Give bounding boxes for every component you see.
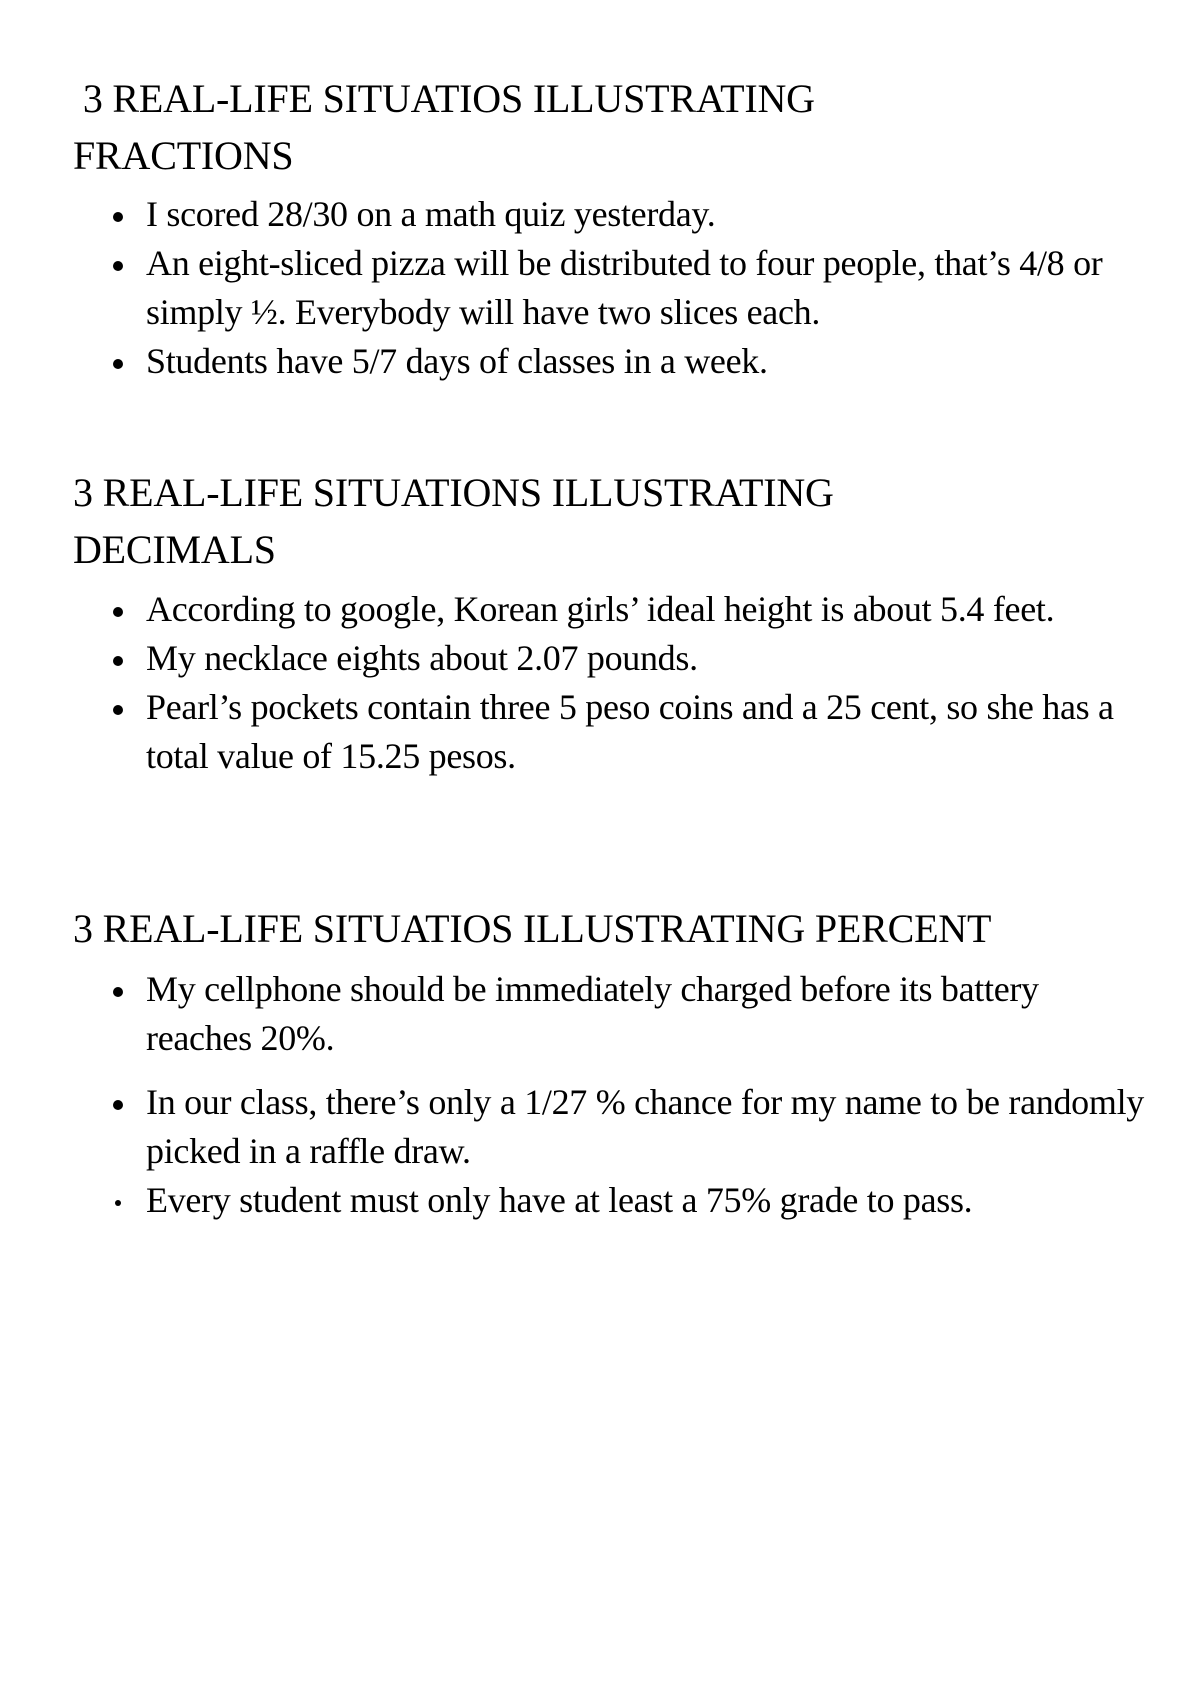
fractions-section xyxy=(73,70,1153,386)
bullet-icon xyxy=(113,987,123,997)
list-item-text: An eight-sliced pizza will be distributed to four people, that’s 4/8 or simply ½. Everybody will have two slices each. xyxy=(146,243,1103,332)
percent-list xyxy=(73,965,1153,1225)
decimals-list xyxy=(73,585,1153,781)
list-item-text: My necklace eights about 2.07 pounds. xyxy=(146,638,698,678)
list-item xyxy=(73,239,1153,337)
list-item-text: Every student must only have at least a 75% grade to pass. xyxy=(146,1180,973,1220)
bullet-icon xyxy=(113,607,123,617)
list-item-text: My cellphone should be immediately charged before its battery reaches 20%. xyxy=(146,969,1039,1058)
list-item xyxy=(73,683,1153,781)
list-item xyxy=(73,585,1153,634)
list-item xyxy=(73,965,1153,1063)
bullet-icon xyxy=(113,212,123,222)
bullet-icon xyxy=(113,1100,123,1110)
fractions-list xyxy=(73,190,1153,386)
list-item xyxy=(73,1176,1153,1225)
percent-heading: 3 REAL-LIFE SITUATIOS ILLUSTRATING PERCENT xyxy=(73,906,992,951)
percent-section xyxy=(73,900,1153,1225)
decimals-section xyxy=(73,464,1153,781)
bullet-icon xyxy=(113,705,123,715)
list-item-text: Students have 5/7 days of classes in a week. xyxy=(146,341,768,381)
bullet-icon xyxy=(113,359,123,369)
list-item-text: In our class, there’s only a 1/27 % chance for my name to be randomly picked in a raffle draw. xyxy=(146,1082,1144,1171)
list-item xyxy=(73,634,1153,683)
bullet-icon xyxy=(113,656,123,666)
list-item xyxy=(73,337,1153,386)
bullet-icon xyxy=(113,261,123,271)
list-item xyxy=(73,190,1153,239)
decimals-heading: 3 REAL-LIFE SITUATIONS ILLUSTRATING DECIMALS xyxy=(73,470,834,572)
list-item-text: According to google, Korean girls’ ideal height is about 5.4 feet. xyxy=(146,589,1055,629)
bullet-icon xyxy=(115,1200,121,1206)
list-item-text: I scored 28/30 on a math quiz yesterday. xyxy=(146,194,716,234)
list-item xyxy=(73,1078,1153,1176)
list-item-text: Pearl’s pockets contain three 5 peso coins and a 25 cent, so she has a total value of 15.25 pesos. xyxy=(146,687,1114,776)
fractions-heading: 3 REAL-LIFE SITUATIOS ILLUSTRATING FRACTIONS xyxy=(73,76,815,178)
